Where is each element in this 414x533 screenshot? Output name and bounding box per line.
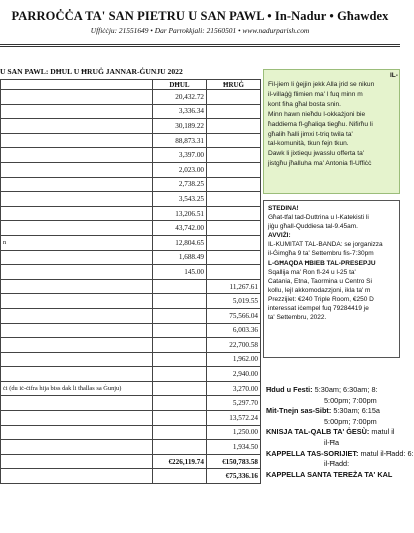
income-cell bbox=[153, 396, 207, 411]
total-expense: €150,783.58 bbox=[207, 454, 261, 469]
parish-title: PARROĊĊA TA' SAN PIETRU U SAN PAWL • In-Nadur • Għawdex bbox=[11, 9, 389, 23]
income-cell bbox=[153, 425, 207, 440]
table-row bbox=[1, 235, 261, 250]
row-label bbox=[1, 338, 153, 353]
notice-line: il-villaġġ flimien ma' l fuq minn m bbox=[268, 90, 363, 98]
row-label bbox=[1, 148, 153, 163]
schedule-line bbox=[266, 396, 400, 407]
row-label bbox=[1, 396, 153, 411]
finance-table-header bbox=[1, 80, 261, 90]
table-row bbox=[1, 221, 261, 236]
row-label bbox=[1, 411, 153, 426]
table-row bbox=[1, 338, 261, 353]
income-cell: 43,742.00 bbox=[153, 221, 207, 236]
row-label bbox=[1, 162, 153, 177]
income-cell bbox=[153, 294, 207, 309]
balance-row bbox=[1, 469, 261, 484]
expense-cell bbox=[207, 162, 261, 177]
table-row bbox=[1, 177, 261, 192]
row-label bbox=[1, 367, 153, 382]
expense-cell: 75,566.04 bbox=[207, 308, 261, 323]
announcement-line: il-Ġimgħa 9 ta' Settembru fis-7:30pm bbox=[268, 250, 374, 258]
table-row bbox=[1, 323, 261, 338]
announcements-box bbox=[263, 200, 400, 358]
schedule-label: KAPPELLA TAS-SORIJIET: bbox=[266, 448, 359, 458]
expense-cell: 2,940.00 bbox=[207, 367, 261, 382]
table-row bbox=[1, 294, 261, 309]
table-row bbox=[1, 90, 261, 105]
announcement-line: Catania, Etna, Taormina u Centro Si bbox=[268, 277, 372, 285]
expense-cell bbox=[207, 148, 261, 163]
row-label bbox=[1, 90, 153, 105]
schedule-times: matul il-Ħadd: 6: bbox=[360, 448, 414, 458]
row-label: ċi (du iċ-ċifra hija biss dak li tħallas sa Ġunju) bbox=[1, 381, 153, 396]
row-label bbox=[1, 104, 153, 119]
row-label bbox=[1, 425, 153, 440]
expense-cell bbox=[207, 221, 261, 236]
income-cell: 12,804.65 bbox=[153, 235, 207, 250]
income-cell: 3,543.25 bbox=[153, 192, 207, 207]
schedule-times: il-Ħadd: bbox=[324, 459, 350, 469]
expense-cell: 13,572.24 bbox=[207, 411, 261, 426]
schedule-label: Mit-Tnejn sas-Sibt: bbox=[266, 406, 332, 416]
schedule-line bbox=[266, 448, 414, 460]
income-cell: 2,023.00 bbox=[153, 162, 207, 177]
row-label bbox=[1, 440, 153, 455]
expense-cell: 6,003.36 bbox=[207, 323, 261, 338]
table-row bbox=[1, 148, 261, 163]
table-row bbox=[1, 133, 261, 148]
income-cell bbox=[153, 308, 207, 323]
schedule-line bbox=[266, 385, 400, 396]
expense-cell: 5,297.70 bbox=[207, 396, 261, 411]
announcements-text bbox=[268, 204, 399, 322]
table-row bbox=[1, 250, 261, 265]
schedule-times: 5:00pm; 7:00pm bbox=[324, 416, 377, 426]
notice-line: tal-komunità, tkun fejn tkun. bbox=[268, 140, 349, 148]
expense-cell bbox=[207, 265, 261, 280]
parish-contacts: Uffiċċju: 21551649 • Dar Parrokkjali: 21560501 • www.nadurparish.com bbox=[90, 26, 310, 35]
table-row bbox=[1, 192, 261, 207]
announcement-line: AVVIŻI: bbox=[268, 232, 291, 240]
table-row bbox=[1, 411, 261, 426]
expense-cell bbox=[207, 104, 261, 119]
table-row bbox=[1, 206, 261, 221]
notice-line: Fil-jiem li ġejjin jekk Alla jrid se nikun bbox=[268, 81, 375, 88]
table-row bbox=[1, 367, 261, 382]
table-row bbox=[1, 308, 261, 323]
announcement-line: interessat iċempel fuq 79284419 je bbox=[268, 305, 369, 313]
income-cell bbox=[153, 352, 207, 367]
table-row bbox=[1, 425, 261, 440]
schedule-label: Ħdud u Festi: bbox=[266, 385, 313, 394]
table-row bbox=[1, 381, 261, 396]
notice-line: jistgħu jħalluha ma' Antonia fl-Uffiċċ bbox=[268, 160, 372, 168]
schedule-line bbox=[266, 417, 400, 428]
notice-line: ħaddiema fl-għaliqa tiegħu. Nifirħu li bbox=[268, 120, 373, 128]
notice-line: kont fiha għal bosta snin. bbox=[268, 100, 341, 108]
schedule-line bbox=[266, 459, 400, 470]
schedule-label: KAPPELLA SANTA TEREŻA TA' KAL bbox=[266, 469, 393, 479]
row-label bbox=[1, 308, 153, 323]
expense-cell: 22,700.58 bbox=[207, 338, 261, 353]
expense-cell: 5,019.55 bbox=[207, 294, 261, 309]
expense-cell: 11,267.61 bbox=[207, 279, 261, 294]
row-label bbox=[1, 250, 153, 265]
income-cell bbox=[153, 279, 207, 294]
income-cell: 3,397.00 bbox=[153, 148, 207, 163]
schedule-times: matul il bbox=[371, 427, 395, 437]
schedule-label: KNISJA TAL-QALB TA' ĠESÙ: bbox=[266, 427, 370, 437]
row-label bbox=[1, 294, 153, 309]
table-row bbox=[1, 265, 261, 280]
balance-spacer bbox=[153, 469, 207, 484]
totals-label bbox=[1, 454, 153, 469]
schedule-times: 5:30am; 6:15a bbox=[333, 406, 380, 416]
expense-cell bbox=[207, 235, 261, 250]
row-label bbox=[1, 323, 153, 338]
announcement-line: jiġu għall-Quddiesa tal-9.45am. bbox=[268, 223, 358, 231]
announcement-line: Prezzijiet: €240 Triple Room, €250 D bbox=[268, 295, 374, 303]
header-rule bbox=[0, 44, 400, 45]
expense-cell bbox=[207, 206, 261, 221]
row-label bbox=[1, 352, 153, 367]
income-cell: 145.00 bbox=[153, 265, 207, 280]
schedule-line bbox=[266, 438, 400, 449]
income-cell bbox=[153, 440, 207, 455]
notice-box-text bbox=[268, 80, 399, 169]
row-label bbox=[1, 177, 153, 192]
income-cell: 2,738.25 bbox=[153, 177, 207, 192]
announcement-line: ta' Settembru, 2022. bbox=[268, 314, 327, 322]
totals-row bbox=[1, 454, 261, 469]
income-cell: 30,189.22 bbox=[153, 119, 207, 134]
header-rule-double bbox=[0, 46, 400, 47]
income-cell: 88,873.31 bbox=[153, 133, 207, 148]
balance-value: €75,336.16 bbox=[207, 469, 261, 484]
expense-cell bbox=[207, 250, 261, 265]
header-expense: ĦRUĠ bbox=[207, 80, 261, 90]
table-row bbox=[1, 162, 261, 177]
row-label bbox=[1, 221, 153, 236]
announcement-line: STEDINA! bbox=[268, 205, 299, 212]
announcement-line: Għat-tfal tad-Duttrina u l-Katekisti li bbox=[268, 214, 369, 222]
bulletin-header bbox=[0, 0, 400, 35]
schedule-times: 5:30am; 6:30am; 8: bbox=[314, 385, 378, 394]
table-row bbox=[1, 440, 261, 455]
row-label bbox=[1, 192, 153, 207]
mass-schedule bbox=[266, 385, 414, 480]
notice-line: għalih ħalli jimxi t-triq twila ta' bbox=[268, 130, 353, 138]
table-row bbox=[1, 396, 261, 411]
row-label bbox=[1, 279, 153, 294]
total-income: €226,119.74 bbox=[153, 454, 207, 469]
balance-label bbox=[1, 469, 153, 484]
row-label: n bbox=[1, 235, 153, 250]
notice-line: Minn hawn nieħdu l-okkażjoni bie bbox=[268, 110, 366, 118]
schedule-times: il-Ħa bbox=[324, 437, 339, 447]
expense-cell bbox=[207, 192, 261, 207]
expense-cell bbox=[207, 133, 261, 148]
expense-cell bbox=[207, 177, 261, 192]
finance-title: U SAN PAWL: DĦUL U ĦRUĠ JANNAR-ĠUNJU 2022 bbox=[0, 67, 183, 76]
expense-cell: 1,250.00 bbox=[207, 425, 261, 440]
income-cell bbox=[153, 338, 207, 353]
row-label bbox=[1, 265, 153, 280]
schedule-line bbox=[266, 427, 400, 438]
announcement-line: L-GĦAQDA ĦBIEB TAL-PRESEPJU bbox=[268, 259, 376, 267]
table-row bbox=[1, 352, 261, 367]
row-label bbox=[1, 119, 153, 134]
schedule-line bbox=[266, 406, 400, 417]
expense-cell bbox=[207, 90, 261, 105]
header-label-cell bbox=[1, 80, 153, 90]
income-cell bbox=[153, 367, 207, 382]
income-cell: 13,206.51 bbox=[153, 206, 207, 221]
table-row bbox=[1, 279, 261, 294]
expense-cell bbox=[207, 119, 261, 134]
announcement-line: Sqallija ma' Ron fl-24 u l-25 ta' bbox=[268, 268, 356, 276]
expense-cell: 1,962.00 bbox=[207, 352, 261, 367]
notice-line: Dawk li jixtiequ jwasslu offerta ta' bbox=[268, 150, 365, 158]
row-label bbox=[1, 133, 153, 148]
schedule-times: 5:00pm; 7:00pm bbox=[324, 395, 377, 405]
income-cell bbox=[153, 323, 207, 338]
table-row bbox=[1, 119, 261, 134]
income-cell: 20,432.72 bbox=[153, 90, 207, 105]
income-cell bbox=[153, 381, 207, 396]
notice-box-title: IL- bbox=[389, 72, 398, 79]
announcement-line: IL-KUMITAT TAL-BANDA: se jorganizza bbox=[268, 241, 383, 249]
announcement-line: kollu, lejl akkomodazzjoni, ikla ta' m bbox=[268, 286, 371, 294]
header-income: DĦUL bbox=[153, 80, 207, 90]
income-cell: 1,688.49 bbox=[153, 250, 207, 265]
table-row bbox=[1, 104, 261, 119]
schedule-line bbox=[266, 470, 400, 481]
expense-cell: 3,270.00 bbox=[207, 381, 261, 396]
expense-cell: 1,934.50 bbox=[207, 440, 261, 455]
finance-table bbox=[0, 79, 261, 484]
notice-box bbox=[263, 69, 400, 194]
row-label bbox=[1, 206, 153, 221]
income-cell: 3,336.34 bbox=[153, 104, 207, 119]
income-cell bbox=[153, 411, 207, 426]
